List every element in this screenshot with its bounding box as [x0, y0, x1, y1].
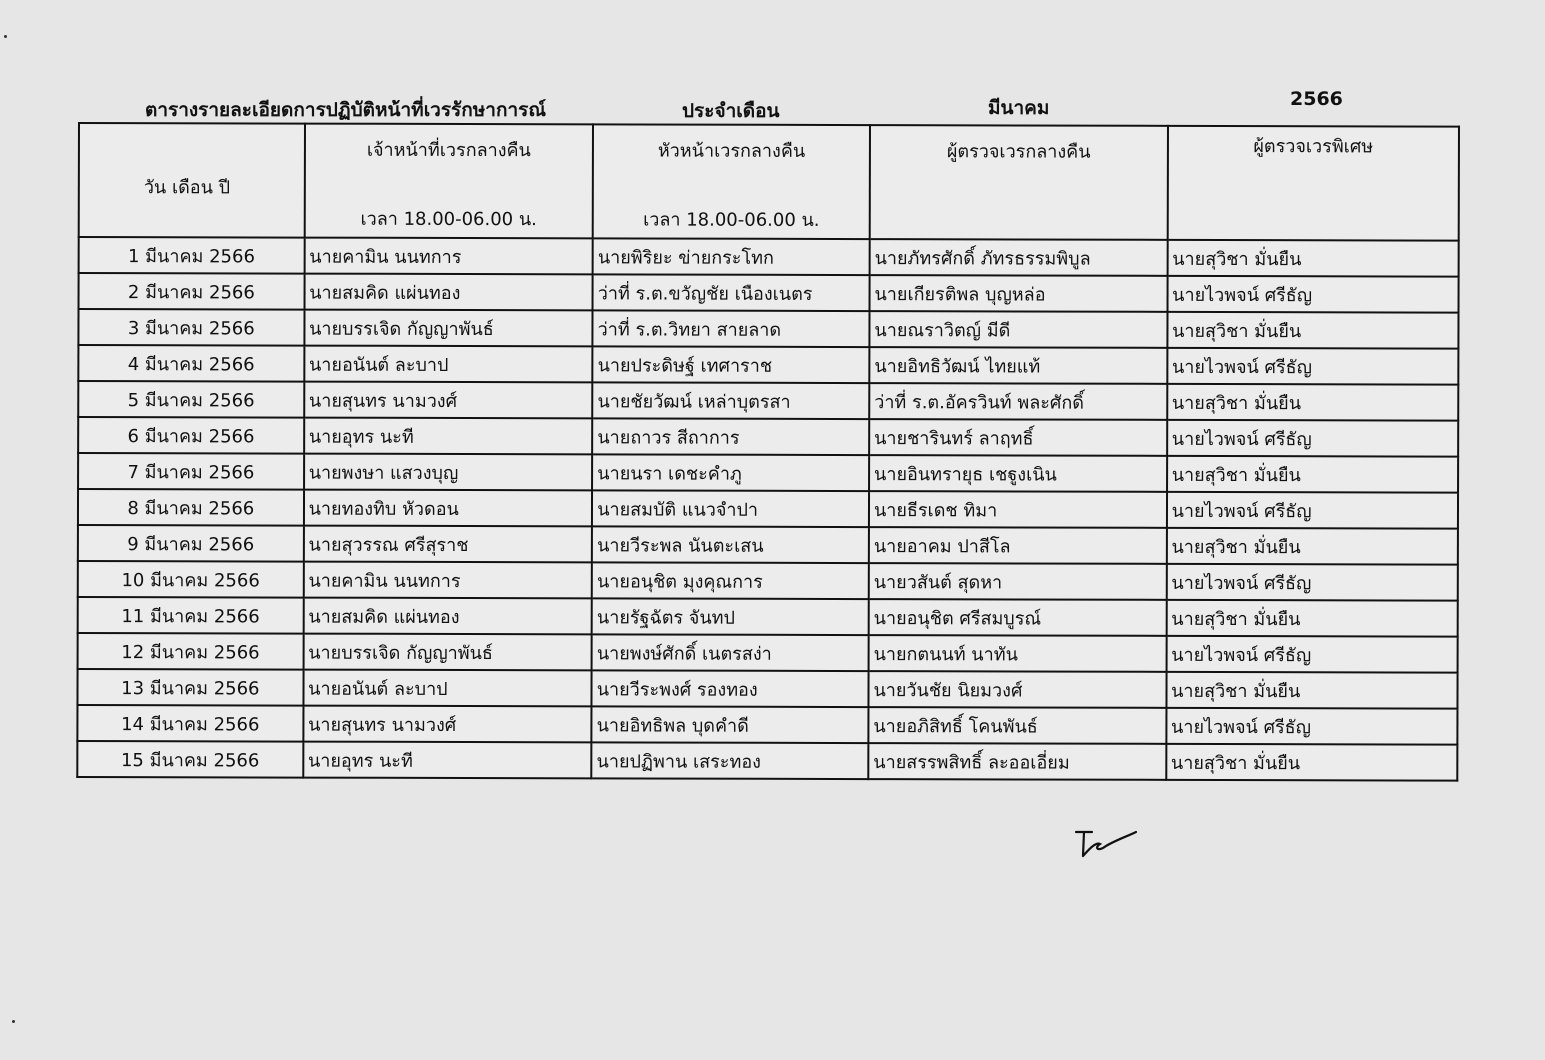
- date-cell: 13 มีนาคม 2566: [77, 669, 303, 706]
- night-chief-cell: นายอนุชิต มุงคุณการ: [592, 562, 869, 599]
- date-cell: 10 มีนาคม 2566: [78, 561, 304, 598]
- table-row: [78, 489, 1458, 529]
- month-value: มีนาคม: [988, 97, 1050, 119]
- night-inspector-cell: นายกตนนท์ นาทัน: [869, 635, 1167, 672]
- document-header: [0, 88, 1545, 122]
- night-chief-cell: นายพิริยะ ข่ายกระโทก: [593, 238, 870, 275]
- duty-roster-table: [76, 122, 1460, 782]
- night-chief-cell: ว่าที่ ร.ต.ขวัญชัย เนืองเนตร: [593, 274, 870, 311]
- signature-mark: [1072, 826, 1142, 866]
- date-cell: 2 มีนาคม 2566: [79, 273, 305, 310]
- special-inspector-cell: นายสุวิชา มั่นยืน: [1166, 600, 1457, 637]
- night-chief-cell: นายรัฐฉัตร จันทป: [592, 598, 869, 635]
- column-header-label: ผู้ตรวจเวรพิเศษ: [1253, 136, 1374, 158]
- month-label: ประจำเดือน: [682, 100, 780, 122]
- date-cell: 7 มีนาคม 2566: [78, 453, 304, 490]
- date-cell: 5 มีนาคม 2566: [78, 381, 304, 418]
- night-officer-cell: นายคามิน นนทการ: [303, 562, 592, 599]
- special-inspector-cell: นายสุวิชา มั่นยืน: [1167, 456, 1458, 493]
- night-chief-cell: นายอิทธิพล บุดคำดี: [592, 706, 869, 743]
- table-row: [78, 345, 1458, 385]
- special-inspector-cell: นายไวพจน์ ศรีธัญ: [1166, 564, 1457, 601]
- night-chief-cell: นายวีระพล นันตะเสน: [592, 526, 869, 563]
- special-inspector-cell: นายสุวิชา มั่นยืน: [1167, 312, 1458, 349]
- night-officer-cell: นายอนันต์ ละบาป: [303, 670, 592, 707]
- night-officer-cell: นายทองทิบ หัวดอน: [304, 490, 593, 527]
- table-row: [77, 669, 1457, 709]
- special-inspector-cell: นายไวพจน์ ศรีธัญ: [1167, 276, 1458, 313]
- night-officer-cell: นายอุทร นะที: [304, 418, 593, 455]
- night-inspector-cell: นายวสันต์ สุดหา: [869, 563, 1167, 600]
- table-row: [78, 381, 1458, 421]
- date-cell: 15 มีนาคม 2566: [77, 741, 303, 778]
- document-title: ตารางรายละเอียดการปฏิบัติหน้าที่เวรรักษาการณ์: [145, 99, 546, 121]
- night-officer-cell: นายสมคิด แผ่นทอง: [304, 274, 593, 311]
- date-cell: 12 มีนาคม 2566: [78, 633, 304, 670]
- date-cell: 4 มีนาคม 2566: [78, 345, 304, 382]
- column-header-date-label: วัน เดือน ปี: [143, 177, 231, 199]
- table-row: [78, 453, 1458, 493]
- night-chief-cell: นายชัยวัฒน์ เหล่าบุตรสา: [592, 382, 869, 419]
- night-inspector-cell: นายเกียรติพล บุญหล่อ: [869, 275, 1167, 312]
- night-inspector-cell: นายชารินทร์ ลาฤทธิ์: [869, 419, 1167, 456]
- column-header-time: เวลา 18.00-06.00 น.: [643, 209, 820, 231]
- special-inspector-cell: นายไวพจน์ ศรีธัญ: [1166, 636, 1457, 673]
- column-header-night-chief: [593, 124, 870, 239]
- special-inspector-cell: นายไวพจน์ ศรีธัญ: [1167, 492, 1458, 529]
- night-officer-cell: นายบรรเจิด กัญญาพันธ์: [303, 634, 592, 671]
- night-inspector-cell: นายธีรเดช ทิมา: [869, 491, 1167, 528]
- night-inspector-cell: นายภัทรศักดิ์ ภัทรธรรมพิบูล: [870, 239, 1168, 276]
- scan-speck: [12, 1020, 15, 1023]
- night-inspector-cell: นายอนุชิต ศรีสมบูรณ์: [869, 599, 1167, 636]
- column-header-label: เจ้าหน้าที่เวรกลางคืน: [366, 139, 531, 162]
- night-officer-cell: นายสมคิด แผ่นทอง: [303, 598, 592, 635]
- column-header-time: เวลา 18.00-06.00 น.: [360, 208, 537, 231]
- night-inspector-cell: นายอภิสิทธิ์ โคนพันธ์: [868, 707, 1166, 744]
- night-officer-cell: นายสุนทร นามวงศ์: [303, 706, 592, 743]
- special-inspector-cell: นายไวพจน์ ศรีธัญ: [1167, 348, 1458, 385]
- night-chief-cell: นายพงษ์ศักดิ์ เนตรสง่า: [592, 634, 869, 671]
- column-header-special-inspector: [1167, 126, 1459, 241]
- night-inspector-cell: นายสรรพสิทธิ์ ละออเอี่ยม: [868, 743, 1166, 780]
- night-inspector-cell: นายณราวิตญ์ มีดี: [869, 311, 1167, 348]
- date-cell: 1 มีนาคม 2566: [79, 237, 305, 274]
- night-inspector-cell: นายอินทรายุธ เชฐูงเนิน: [869, 455, 1167, 492]
- table-row: [78, 525, 1458, 565]
- date-cell: 3 มีนาคม 2566: [78, 309, 304, 346]
- column-header-night-inspector: [870, 125, 1168, 240]
- night-chief-cell: นายประดิษฐ์ เทศาราช: [593, 346, 870, 383]
- special-inspector-cell: นายไวพจน์ ศรีธัญ: [1167, 420, 1458, 457]
- date-cell: 11 มีนาคม 2566: [78, 597, 304, 634]
- table-row: [78, 597, 1458, 637]
- column-header-label: ผู้ตรวจเวรกลางคืน: [946, 141, 1091, 163]
- table-header-row: [79, 123, 1459, 241]
- night-chief-cell: นายสมบัติ แนวจำปา: [592, 490, 869, 527]
- night-chief-cell: นายถาวร สีถาการ: [592, 418, 869, 455]
- night-officer-cell: นายอนันต์ ละบาป: [304, 346, 593, 383]
- night-chief-cell: นายปฏิพาน เสระทอง: [592, 742, 869, 779]
- night-officer-cell: นายสุนทร นามวงศ์: [304, 382, 593, 419]
- night-inspector-cell: นายวันชัย นิยมวงศ์: [868, 671, 1166, 708]
- column-header-night-officer: [304, 124, 593, 239]
- date-cell: 14 มีนาคม 2566: [77, 705, 303, 742]
- night-officer-cell: นายอุทร นะที: [303, 742, 592, 779]
- night-officer-cell: นายคามิน นนทการ: [304, 238, 593, 275]
- night-chief-cell: ว่าที่ ร.ต.วิทยา สายลาด: [593, 310, 870, 347]
- night-officer-cell: นายพงษา แสวงบุญ: [304, 454, 593, 491]
- special-inspector-cell: นายสุวิชา มั่นยืน: [1166, 672, 1457, 709]
- date-cell: 6 มีนาคม 2566: [78, 417, 304, 454]
- scan-speck: [4, 35, 7, 38]
- table-row: [79, 273, 1459, 313]
- special-inspector-cell: นายสุวิชา มั่นยืน: [1167, 384, 1458, 421]
- night-inspector-cell: นายอาคม ปาสีโล: [869, 527, 1167, 564]
- night-officer-cell: นายสุวรรณ ศรีสุราช: [304, 526, 593, 563]
- table-row: [77, 705, 1457, 745]
- night-inspector-cell: ว่าที่ ร.ต.อัครวินท์ พละศักดิ์: [869, 383, 1167, 420]
- table-row: [79, 237, 1459, 277]
- table-row: [78, 309, 1458, 349]
- column-header-label: หัวหน้าเวรกลางคืน: [657, 140, 806, 162]
- night-inspector-cell: นายอิทธิวัฒน์ ไทยแท้: [869, 347, 1167, 384]
- special-inspector-cell: นายสุวิชา มั่นยืน: [1167, 240, 1458, 277]
- special-inspector-cell: นายสุวิชา มั่นยืน: [1166, 528, 1457, 565]
- table-body: [77, 237, 1458, 781]
- night-chief-cell: นายวีระพงศ์ รองทอง: [592, 670, 869, 707]
- table-row: [78, 417, 1458, 457]
- table-row: [78, 633, 1458, 673]
- special-inspector-cell: นายไวพจน์ ศรีธัญ: [1166, 708, 1457, 745]
- table-row: [77, 741, 1457, 781]
- column-header-date: [79, 123, 305, 238]
- night-chief-cell: นายนรา เดชะคำภู: [592, 454, 869, 491]
- date-cell: 8 มีนาคม 2566: [78, 489, 304, 526]
- night-officer-cell: นายบรรเจิด กัญญาพันธ์: [304, 310, 593, 347]
- table-row: [78, 561, 1458, 601]
- year-value: 2566: [1290, 88, 1343, 110]
- special-inspector-cell: นายสุวิชา มั่นยืน: [1166, 744, 1457, 781]
- date-cell: 9 มีนาคม 2566: [78, 525, 304, 562]
